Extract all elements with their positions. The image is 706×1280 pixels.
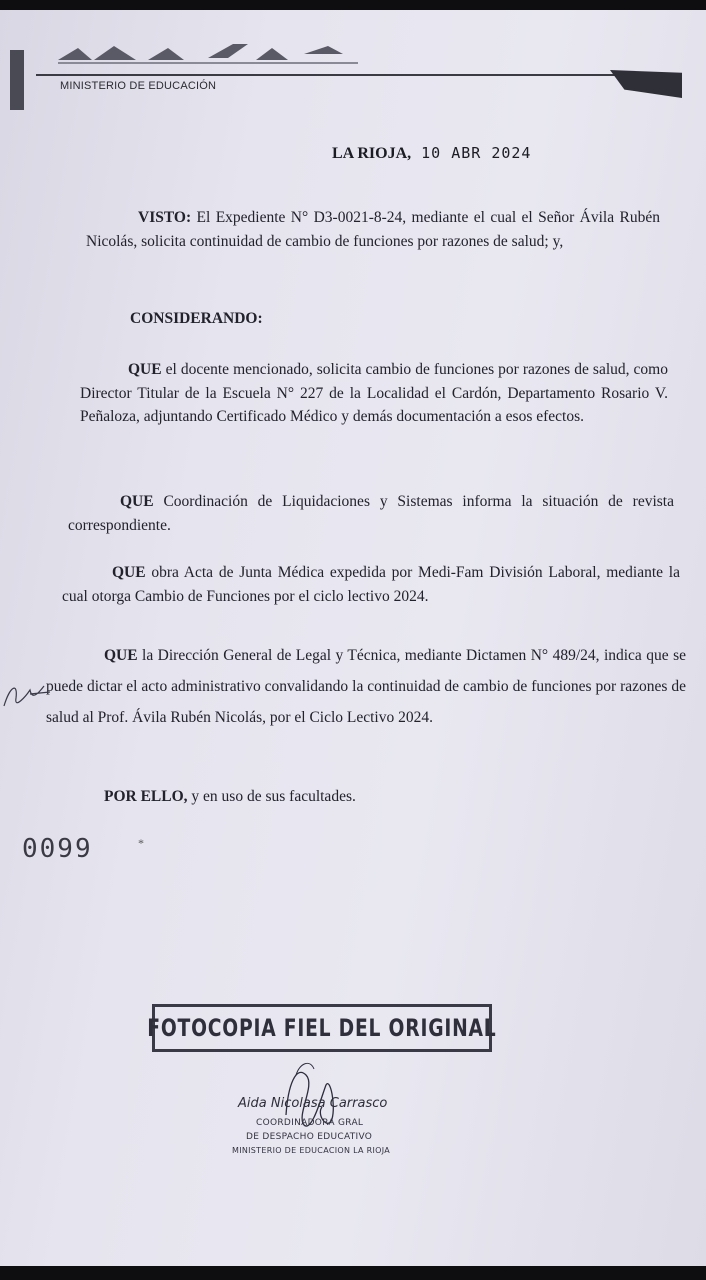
signatory-title-2: DE DESPACHO EDUCATIVO [246, 1132, 373, 1142]
dateline [332, 144, 531, 163]
que-paragraph-3 [62, 561, 680, 608]
que4-text: la Dirección General de Legal y Técnica, mediante Dictamen N° 489/24, indica que se puede dictar el acto administrativo convalidando la continuidad de cambio de funciones por razones de salud al Prof. Ávila Rubén Nicolás, por el Ciclo Lectivo 2024. [46, 647, 686, 726]
que-paragraph-2 [68, 490, 674, 537]
date-stamp: 10 ABR 2024 [421, 144, 532, 162]
page-edge-mark [10, 50, 24, 110]
que-label: QUE [104, 647, 138, 664]
bottom-border [0, 1266, 706, 1280]
ministry-name: MINISTERIO DE EDUCACIÓN [60, 80, 217, 92]
margin-initials [0, 676, 60, 716]
visto-text: El Expediente N° D3-0021-8-24, mediante el cual el Señor Ávila Rubén Nicolás, solicita continuidad de cambio de funciones por razones de salud; y, [86, 209, 660, 250]
corner-mark [610, 70, 682, 98]
que1-text: el docente mencionado, solicita cambio de funciones por razones de salud, como Director Titular de la Escuela N° 227 de la Localidad el Cardón, Departamento Rosario V. Peñaloza, adjuntando Certificado Médico y demás documentación a esos efectos. [80, 361, 668, 425]
que-label: QUE [112, 564, 146, 581]
considerando-heading: CONSIDERANDO: [130, 310, 263, 327]
que2-text: Coordinación de Liquidaciones y Sistemas informa la situación de revista correspondiente. [68, 493, 674, 534]
que-paragraph-4 [46, 640, 686, 733]
que-label: QUE [128, 361, 162, 378]
tick-mark: * [138, 836, 144, 850]
government-logo [58, 40, 358, 66]
por-ello-text: y en uso de sus facultades. [187, 788, 356, 805]
resolution-number: 0099 [22, 834, 93, 864]
por-ello-label: POR ELLO, [104, 788, 188, 805]
que3-text: obra Acta de Junta Médica expedida por Medi-Fam División Laboral, mediante la cual otorga Cambio de Funciones por el ciclo lectivo 2024. [62, 564, 680, 605]
signatory-title-1: COORDINADORA GRAL [256, 1118, 364, 1128]
que-paragraph-1 [80, 358, 668, 429]
document-page [0, 10, 706, 1266]
por-ello-paragraph [104, 785, 356, 809]
certified-copy-stamp [147, 1004, 497, 1052]
que-label: QUE [120, 493, 154, 510]
signatory-title-3: MINISTERIO DE EDUCACION LA RIOJA [232, 1146, 391, 1155]
visto-label: VISTO: [138, 209, 192, 226]
date-place: LA RIOJA, [332, 145, 412, 162]
stamp-text: FOTOCOPIA FIEL DEL ORIGINAL [147, 1014, 497, 1042]
header-rule [36, 74, 666, 76]
signatory-name: Aida Nicolasa Carrasco [238, 1096, 388, 1111]
visto-paragraph [86, 206, 660, 253]
